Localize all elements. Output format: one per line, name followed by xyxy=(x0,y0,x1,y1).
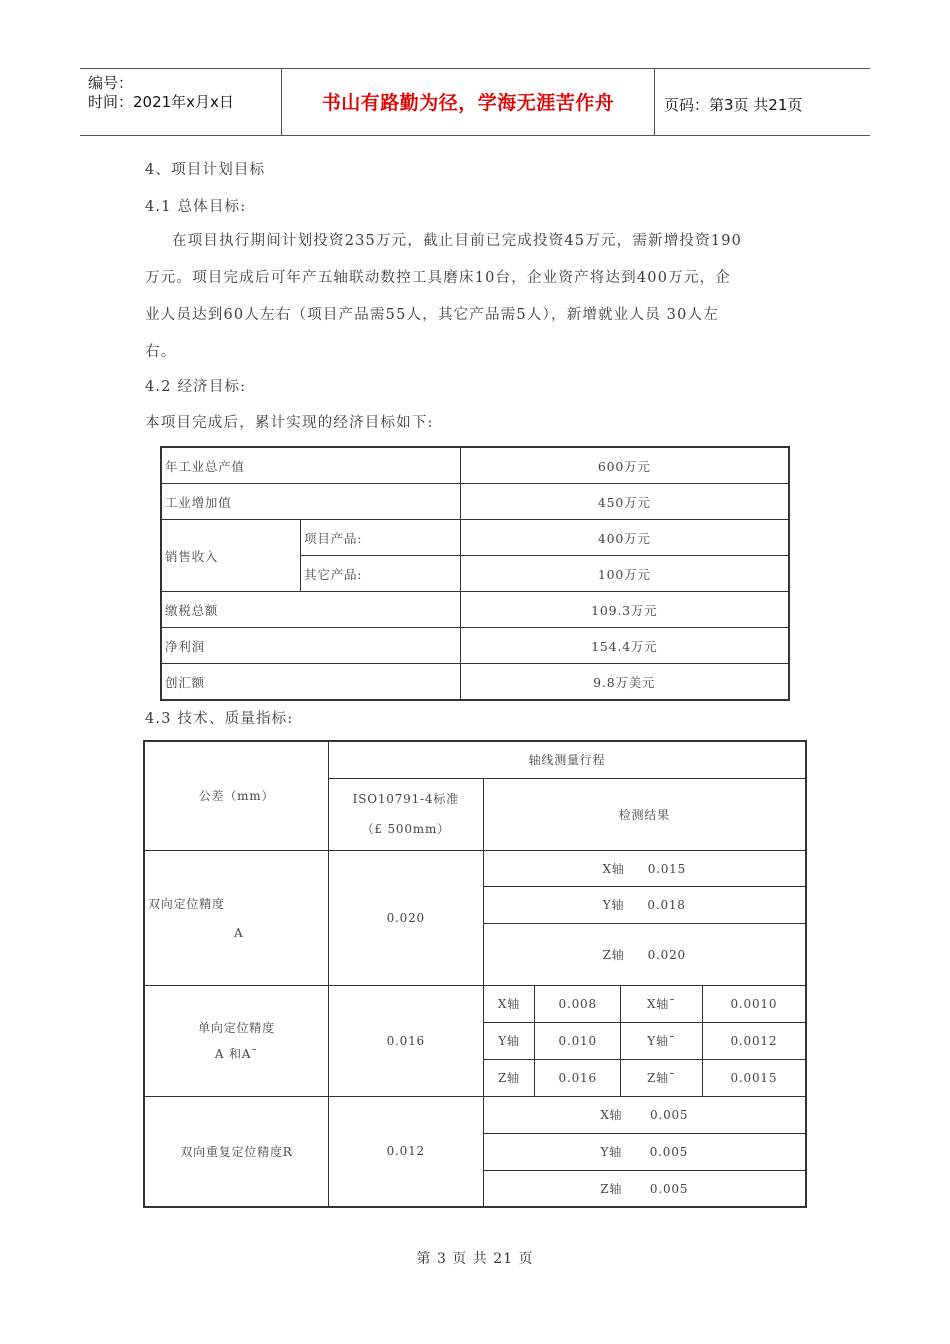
table-cell-value: 400万元 xyxy=(460,520,789,556)
table-cell-value: 109.3万元 xyxy=(460,592,789,628)
table-row xyxy=(144,985,806,1022)
result-header: 检测结果 xyxy=(483,778,806,850)
standard-header-line1: ISO10791-4标准 xyxy=(352,792,459,806)
header-page-info: 页码：第3页 共21页 xyxy=(664,96,803,114)
table-cell-value: 450万元 xyxy=(460,484,789,520)
paragraph-line: 在项目执行期间计划投资235万元，截止目前已完成投资45万元，需新增投资190 xyxy=(172,233,743,249)
axis-cell: Z轴 xyxy=(483,1059,535,1096)
result-value: X轴 0.015 xyxy=(483,850,806,886)
document-number-label: 编号： xyxy=(88,74,134,92)
table-row xyxy=(144,850,806,886)
table-row xyxy=(161,664,789,701)
section-heading: 4、项目计划目标 xyxy=(145,162,266,178)
paragraph-line: 业人员达到60人左右（项目产品需55人，其它产品需5人），新增就业人员 30人左 xyxy=(145,307,719,323)
subsection-heading: 4.1 总体目标: xyxy=(145,199,247,215)
standard-header xyxy=(329,778,484,850)
table-cell-label: 净利润 xyxy=(161,628,460,664)
header-divider xyxy=(654,68,655,135)
result-value: Y轴 0.005 xyxy=(483,1133,806,1170)
header-slogan: 书山有路勤为径，学海无涯苦作舟 xyxy=(321,92,615,114)
table-row xyxy=(161,520,789,556)
result-value: Z轴 0.020 xyxy=(483,923,806,985)
metric-label xyxy=(144,850,329,985)
table-cell-label: 销售收入 xyxy=(161,520,301,592)
result-value: 0.0010 xyxy=(702,985,806,1022)
axis-cell: Y轴¯ xyxy=(621,1022,703,1059)
result-value: 0.010 xyxy=(535,1022,621,1059)
axis-cell: X轴¯ xyxy=(621,985,703,1022)
table-cell-label: 创汇额 xyxy=(161,664,460,701)
subsection-heading: 4.3 技术、质量指标: xyxy=(145,711,294,727)
axis-cell: Z轴¯ xyxy=(621,1059,703,1096)
paragraph-line: 本项目完成后，累计实现的经济目标如下: xyxy=(145,415,434,431)
result-value: 0.0015 xyxy=(702,1059,806,1096)
metric-label xyxy=(144,985,329,1096)
table-row xyxy=(144,1096,806,1133)
standard-value: 0.016 xyxy=(329,985,484,1096)
standard-header-line2: （£ 500mm） xyxy=(361,822,450,836)
table-cell-value: 100万元 xyxy=(460,556,789,592)
axis-travel-header: 轴线测量行程 xyxy=(329,741,806,778)
result-value: 0.0012 xyxy=(702,1022,806,1059)
paragraph-line: 右。 xyxy=(145,344,177,360)
table-cell-value: 600万元 xyxy=(460,447,789,484)
metric-label: 双向重复定位精度R xyxy=(144,1096,329,1207)
table-cell-value: 9.8万美元 xyxy=(460,664,789,701)
table-row xyxy=(161,628,789,664)
table-cell-sublabel: 项目产品: xyxy=(301,520,460,556)
standard-value: 0.012 xyxy=(329,1096,484,1207)
header-top-rule xyxy=(80,68,870,69)
result-value: Y轴 0.018 xyxy=(483,886,806,923)
result-value: X轴 0.005 xyxy=(483,1096,806,1133)
table-row xyxy=(144,741,806,778)
table-cell-label: 年工业总产值 xyxy=(161,447,460,484)
axis-cell: Y轴 xyxy=(483,1022,535,1059)
document-date: 时间：2021年x月x日 xyxy=(88,93,234,111)
table-cell-label: 工业增加值 xyxy=(161,484,460,520)
metric-label-line2: A xyxy=(234,926,244,940)
header-bottom-rule xyxy=(80,135,870,136)
table-row xyxy=(161,592,789,628)
tolerance-header: 公差（mm） xyxy=(144,741,329,850)
table-row xyxy=(161,447,789,484)
result-value: Z轴 0.005 xyxy=(483,1170,806,1207)
economic-targets-table xyxy=(160,446,790,701)
metric-label-line1: 单向定位精度 xyxy=(198,1020,275,1035)
technical-quality-table xyxy=(143,740,807,1208)
metric-label-line1: 双向定位精度 xyxy=(148,897,225,911)
standard-value: 0.020 xyxy=(329,850,484,985)
paragraph-line: 万元。项目完成后可年产五轴联动数控工具磨床10台，企业资产将达到400万元，企 xyxy=(145,270,731,286)
axis-cell: X轴 xyxy=(483,985,535,1022)
result-value: 0.008 xyxy=(535,985,621,1022)
metric-label-line2: A 和A¯ xyxy=(214,1046,259,1061)
subsection-heading: 4.2 经济目标: xyxy=(145,379,247,395)
table-cell-label: 缴税总额 xyxy=(161,592,460,628)
result-value: 0.016 xyxy=(535,1059,621,1096)
table-cell-sublabel: 其它产品: xyxy=(301,556,460,592)
page-footer: 第 3 页 共 21 页 xyxy=(416,1251,534,1267)
table-cell-value: 154.4万元 xyxy=(460,628,789,664)
table-row xyxy=(161,484,789,520)
